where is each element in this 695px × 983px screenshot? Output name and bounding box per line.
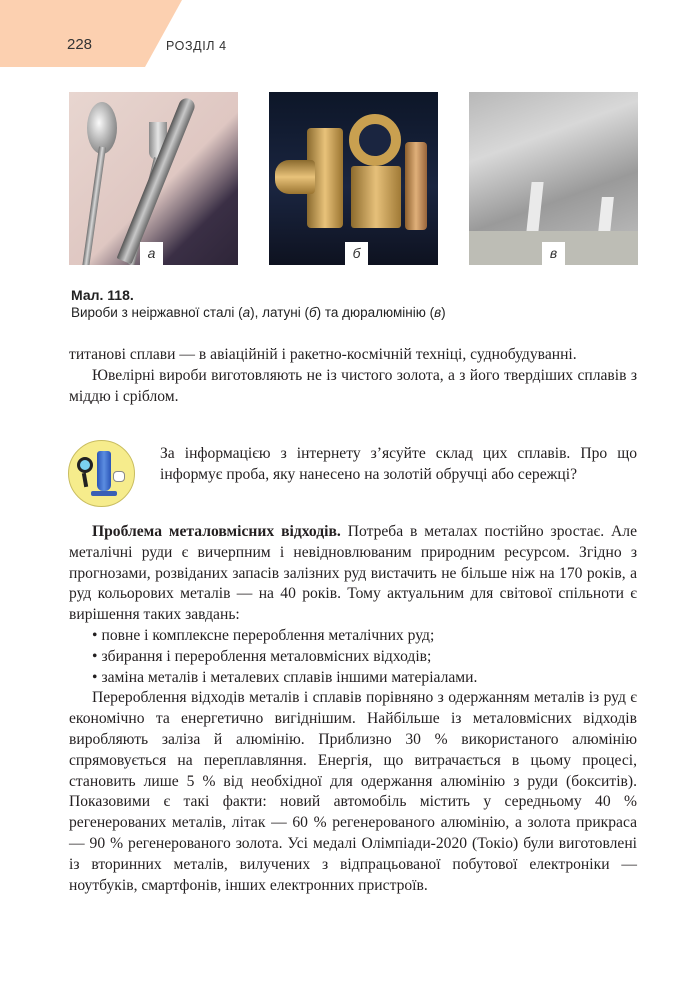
- tee-branch-shape: [275, 160, 315, 194]
- problem-section: [69, 522, 637, 896]
- caption-text: ), латуні (: [250, 305, 309, 320]
- figure-caption: [71, 305, 446, 320]
- spoon-handle-shape: [82, 147, 106, 265]
- sleeve-shape: [351, 166, 401, 228]
- paragraph-text: Потреба в металах постійно зростає. Але металічні руди є вичерпним і невідновлюваним природним ресурсом. Згідно з прогнозами, розвіданих запасів залізних руд вистачить не більше ніж на 170 років, а руд кольорових металів — на 40 років. Тому актуальним для світової спільноти є вирішення таких завдань:: [69, 523, 637, 624]
- caption-text: ): [441, 305, 446, 320]
- image-label-c: в: [542, 242, 565, 265]
- magnifier-handle-shape: [82, 473, 88, 487]
- angle-profile-shape: [526, 182, 543, 232]
- test-tube-base-shape: [91, 491, 117, 496]
- caption-text: Вироби з неіржавної сталі (: [71, 305, 243, 320]
- paragraph-jewelry: Ювелірні вироби виготовляють не із чистого золота, а з його твердіших сплавів з міддю і сріблом.: [69, 366, 637, 405]
- test-tube-shape: [97, 451, 111, 491]
- section-title: РОЗДІЛ 4: [166, 39, 227, 53]
- intro-text: [69, 345, 637, 407]
- caption-ref-c: в: [434, 305, 442, 320]
- magnifier-lens-shape: [77, 457, 93, 473]
- paragraph-recycling: Перероблення відходів металів і сплавів порівняно з одержанням металів із руд є економічно та енергетично вигіднішим. Найбільше із металовмісних відходів виробляють заліза й алюмінію. Приблизно 30 % використаного алюмінію спрямовується на переплавляння. Енергія, що витрачається в цьому процесі, становить лише 5 % від необхідної для одержання алюмінію з руди (бокситів). Показовими є такі факти: новий автомобіль містить у середньому 40 % регенерованих металів, літак — 60 % регенерованого алюмінію, а золота прикраса — 90 % регенерованого золота. Усі медалі Олімпіади-2020 (Токіо) були виготовлені із вторинних металів, вилучених з відпрацьованої побутової електроніки — ноутбуків, смартфонів, інших електронних пристроїв.: [69, 689, 637, 894]
- figure-image-duralumin: [469, 92, 638, 265]
- image-label-b: б: [345, 242, 368, 265]
- paragraph-titanium: титанові сплави — в авіаційній і ракетно-космічній техніці, суднобудуванні.: [69, 346, 577, 363]
- list-item: • повне і комплексне перероблення металічних руд;: [92, 626, 637, 647]
- magnifier-test-tube-icon: [68, 440, 135, 507]
- task-list: [69, 626, 637, 688]
- figure-image-brass: [269, 92, 438, 265]
- caption-ref-b: б: [308, 305, 317, 320]
- caption-text: ) та дюралюмінію (: [316, 305, 435, 320]
- glove-hand-shape: [113, 471, 125, 482]
- image-label-a: а: [140, 242, 163, 265]
- header-band: [0, 0, 182, 67]
- list-item: • заміна металів і металевих сплавів іншими матеріалами.: [92, 668, 637, 689]
- paragraph-problem: [69, 522, 637, 626]
- caption-ref-a: а: [242, 305, 251, 320]
- nut-ring-shape: [349, 114, 401, 166]
- list-item: • збирання і перероблення металовмісних відходів;: [92, 647, 637, 668]
- page-number: 228: [67, 36, 93, 53]
- pipe-shape: [405, 142, 427, 230]
- figure-caption-title: Мал. 118.: [71, 287, 134, 303]
- task-prompt: За інформацією з інтернету з’ясуйте склад цих сплавів. Про що інформує проба, яку нанесено на золотій обручці або сережці?: [160, 445, 637, 483]
- section-heading: Проблема металовмісних відходів.: [92, 523, 341, 540]
- figure-image-stainless-steel: [69, 92, 238, 265]
